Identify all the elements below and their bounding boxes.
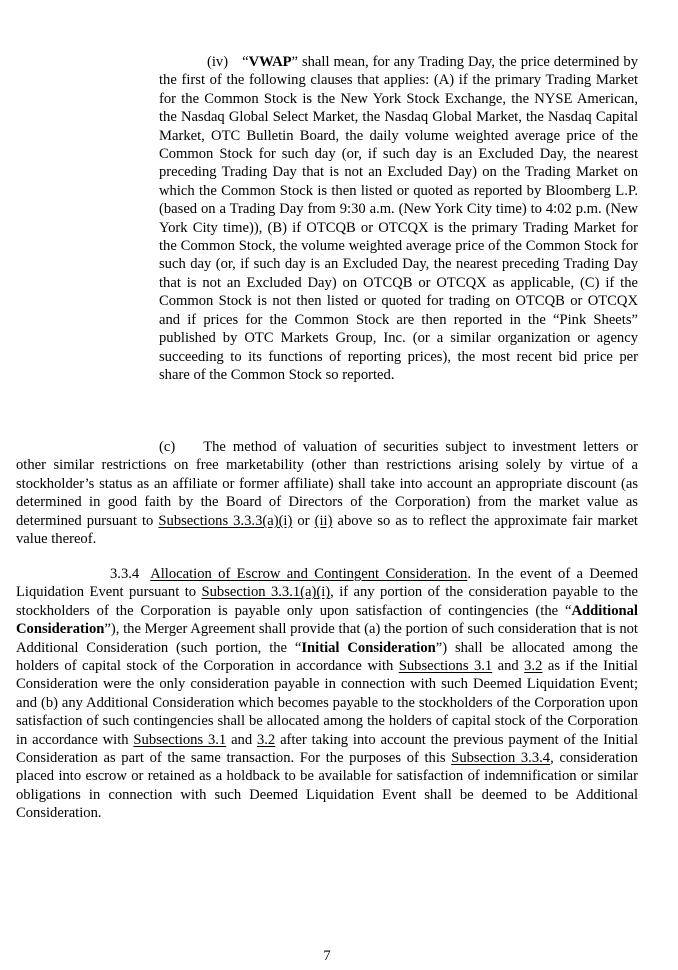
section-text: , if any portion of the consideration payable to the stockholders of the Corporation is payable only upon satisfaction of contingencies (the “ xyxy=(16,584,638,619)
section-text: ”) shall be allocated among the holders of capital stock of the Corporation in accordance with xyxy=(16,639,638,675)
clause-label-iv: (iv) xyxy=(207,54,229,70)
paragraph-iv-vwap xyxy=(159,53,638,384)
page-number: 7 xyxy=(323,948,331,964)
section-3-3-4 xyxy=(16,565,638,823)
cross-reference: Subsections 3.1 xyxy=(398,658,493,675)
section-text: , consideration placed into escrow or retained as a holdback to be available for satisfaction of indemnification or similar obligations in connection with such Deemed Liquidation Event shall be deemed to be Additional Consideration. xyxy=(16,750,638,822)
section-text: after taking into account the previous payment of the Initial Consideration as part of the same transaction. For the purposes of this xyxy=(16,731,639,767)
section-text: and xyxy=(492,658,525,675)
valuation-text-2: or xyxy=(292,512,315,529)
section-text: and xyxy=(226,731,257,748)
cross-reference: Subsection 3.3.1(a)(i) xyxy=(201,584,331,601)
valuation-text-3: above so as to reflect the approximate fair market value thereof. xyxy=(16,512,638,548)
close-quote: ” xyxy=(291,54,299,70)
cross-reference: Subsection 3.3.4 xyxy=(451,750,551,767)
paragraph-c-valuation xyxy=(16,438,638,548)
cross-reference: Subsections 3.3.3(a)(i) xyxy=(158,512,293,529)
defined-term-additional-consideration: Additional Consideration xyxy=(16,602,638,638)
cross-reference: Subsections 3.1 xyxy=(133,731,227,748)
cross-reference: (ii) xyxy=(314,512,333,529)
defined-term-vwap: VWAP xyxy=(248,54,292,70)
section-number: 3.3.4 xyxy=(110,566,140,582)
vwap-definition-text: shall mean, for any Trading Day, the price determined by the first of the following clauses that applies: (A) if the primary Trading Market for the Common Stock is the New York Stock Exchange, the NYSE American, the Nasdaq Global Select Market, the Nasdaq Global Market, the Nasdaq Capital Market, OTC Bulletin Board, the daily volume weighted average price of the Common Stock for such day (or, if such day is an Excluded Day, the nearest preceding Trading Day that is not an Excluded Day) on the Trading Market on which the Common Stock is then listed or quoted as reported by Bloomberg L.P. (based on a Trading Day from 9:30 a.m. (New York City time) to 4:02 p.m. (New York City time)), (B) if OTCQB or OTCQX is the primary Trading Market for the Common Stock, the volume weighted average price of the Common Stock for such day (or, if such day is an Excluded Day, the nearest preceding Trading Day that is not an Excluded Day) on OTCQB or OTCQX as applicable, (C) if the Common Stock is not then listed or quoted for trading on OTCQB or OTCQX and if prices for the Common Stock are then reported in the “Pink Sheets” published by OTC Markets Group, Inc. (or a similar organization or agency succeeding to its functions of reporting prices), the most recent bid price per share of the Common Stock so reported. xyxy=(159,54,638,383)
valuation-text-1: The method of valuation of securities subject to investment letters or other similar restrictions on free marketability (other than restrictions arising solely by virtue of a stockholder’s status as an affiliate or former affiliate) shall take into account an appropriate discount (as determined in good faith by the Board of Directors of the Corporation) from the market value as determined pursuant to xyxy=(16,439,638,529)
section-text: ”), the Merger Agreement shall provide that (a) the portion of such consideration that is not Additional Consideration (such portion, the “ xyxy=(16,621,638,656)
cross-reference: 3.2 xyxy=(256,731,276,748)
defined-term-initial-consideration: Initial Consideration xyxy=(301,639,436,656)
section-heading: Allocation of Escrow and Contingent Consideration xyxy=(150,566,468,582)
section-text: . In the event of a Deemed Liquidation Event pursuant to xyxy=(16,566,639,601)
open-quote: “ xyxy=(242,54,249,70)
cross-reference: 3.2 xyxy=(524,658,543,675)
section-text: as if the Initial Consideration were the only consideration payable in connection with such Deemed Liquidation Event; and (b) any Additional Consideration which becomes payable to the stockholders of the Corporation upon satisfaction of such contingencies shall be allocated among the holders of capital stock of the Corporation in accordance with xyxy=(16,658,638,748)
clause-label-c: (c) xyxy=(159,439,176,455)
